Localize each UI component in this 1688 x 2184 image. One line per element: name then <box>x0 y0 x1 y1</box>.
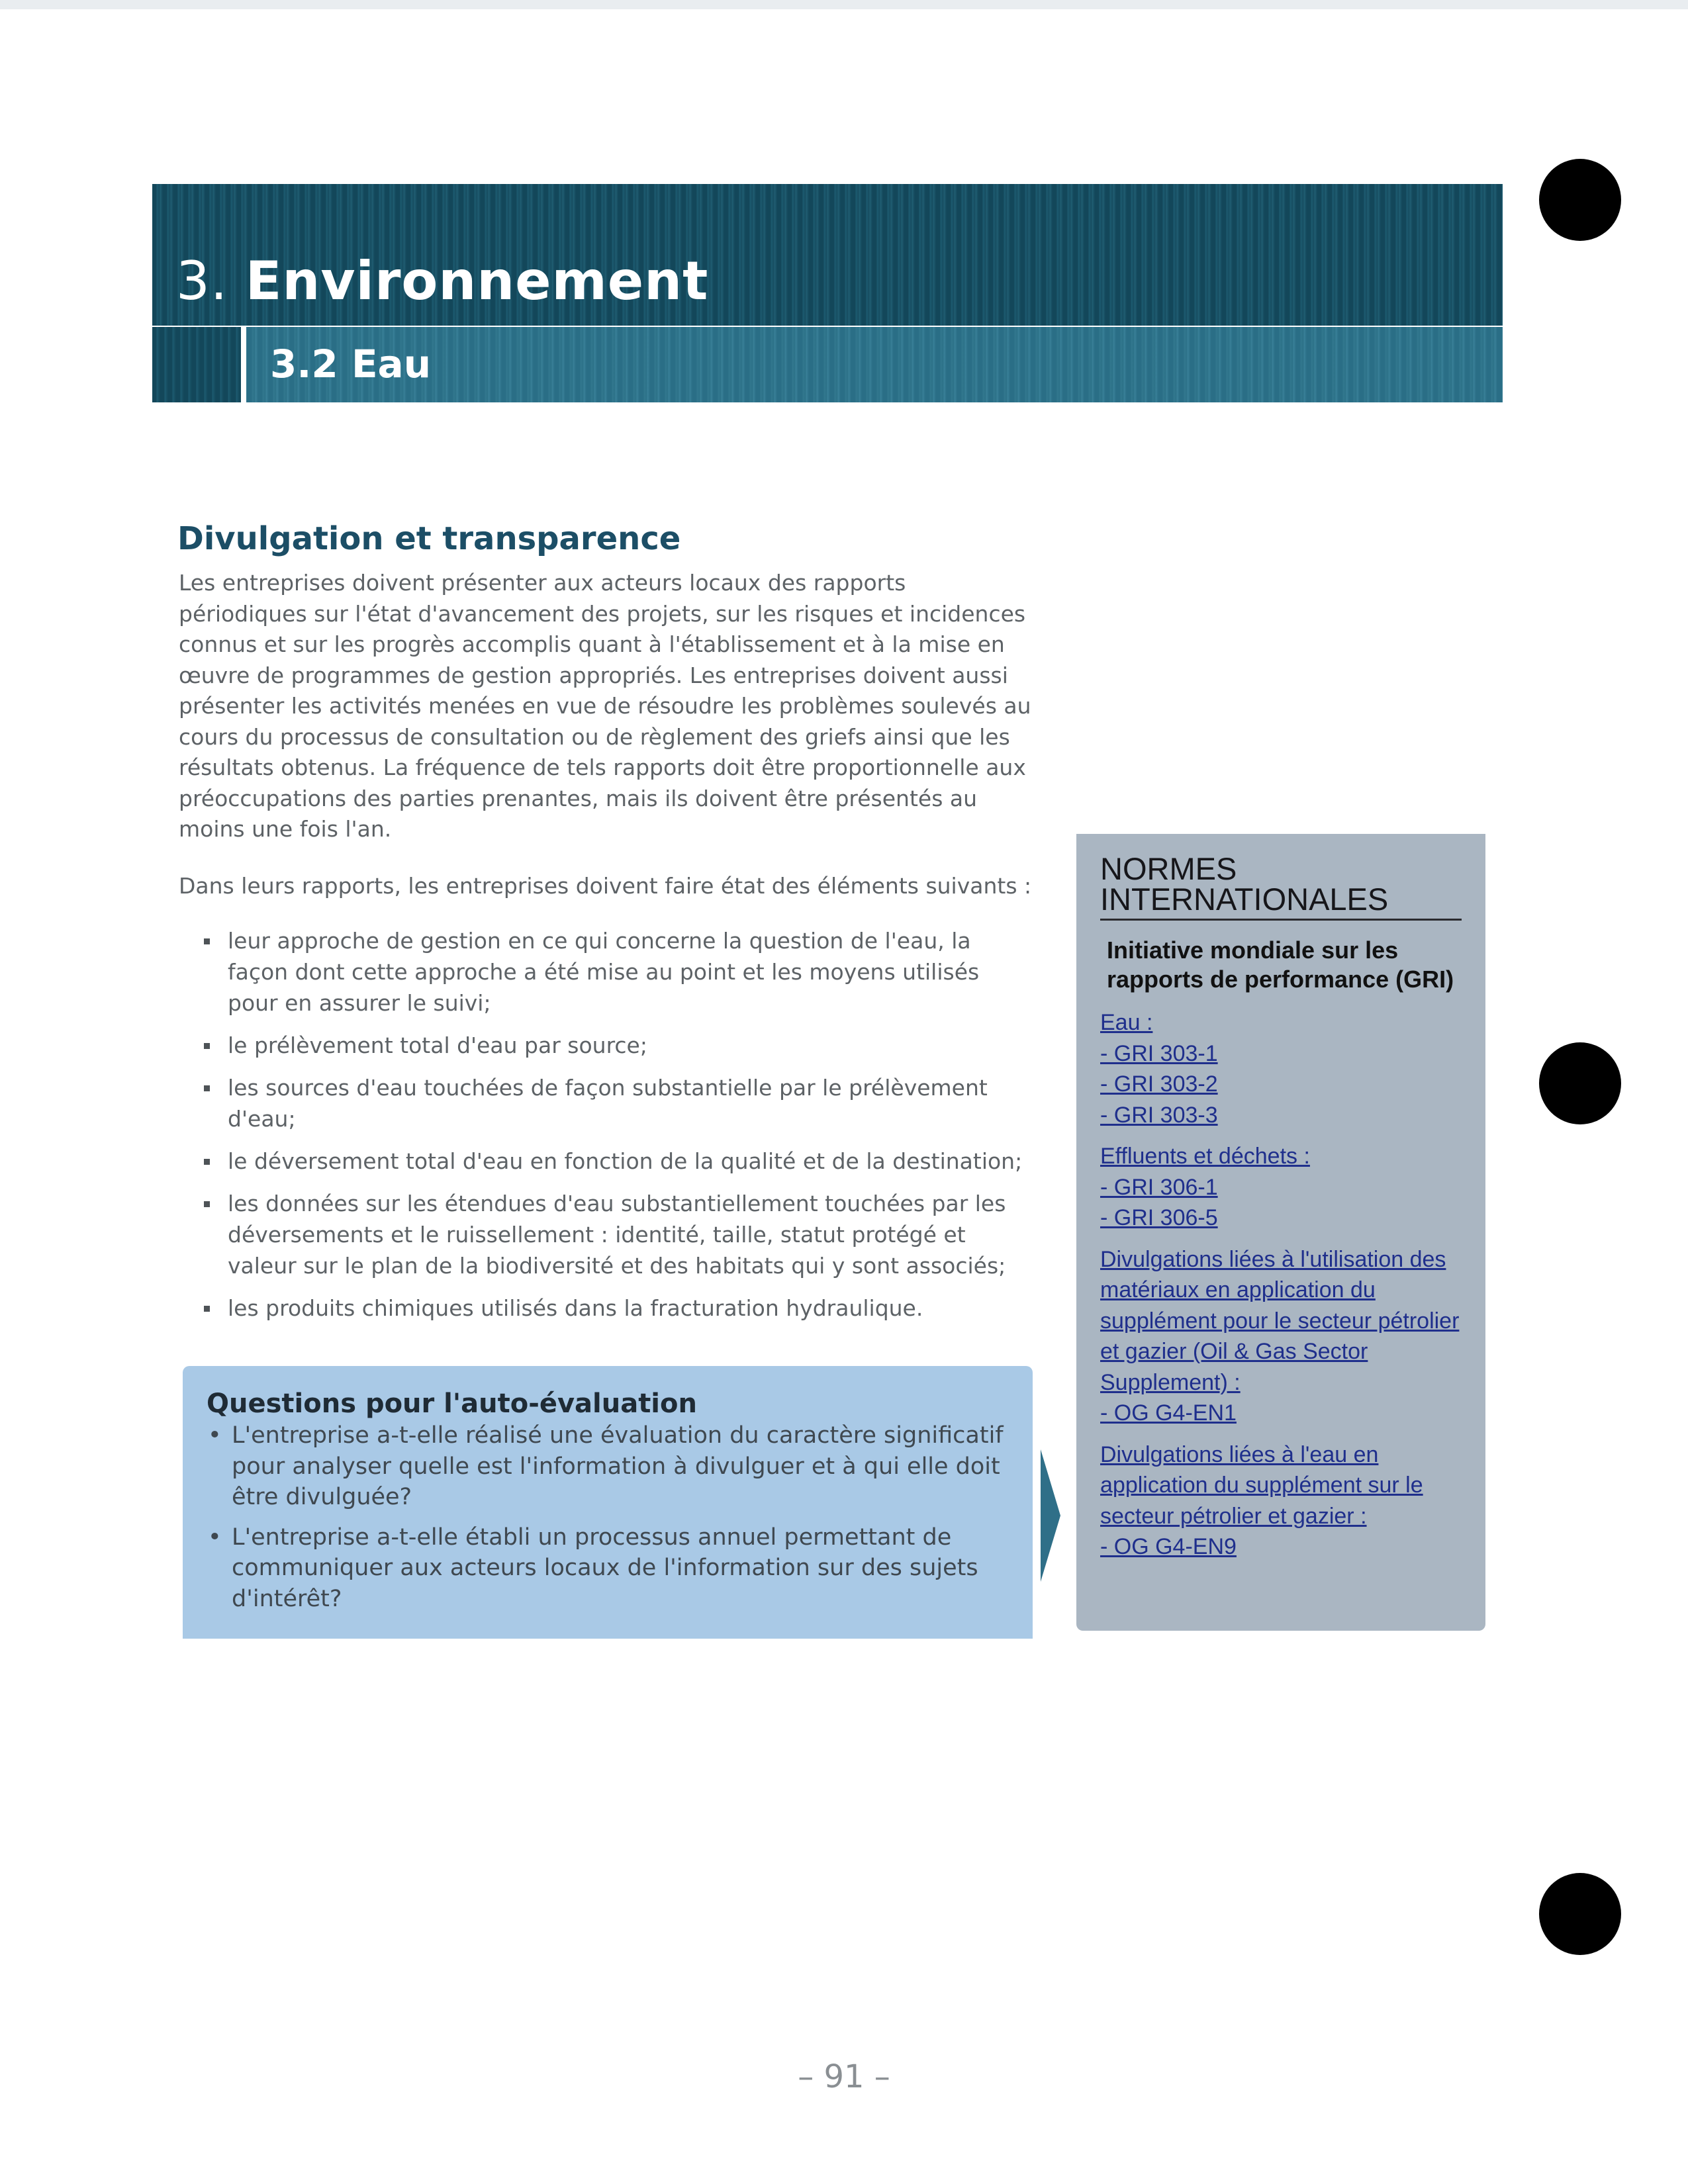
link-og-g4-en9[interactable]: - OG G4-EN9 <box>1100 1534 1237 1559</box>
report-elements-list <box>199 925 1033 1335</box>
link-gri-306-5[interactable]: - GRI 306-5 <box>1100 1205 1218 1230</box>
chapter-banner <box>152 184 1503 326</box>
list-intro-paragraph: Dans leurs rapports, les entreprises doivent faire état des éléments suivants : <box>179 873 1032 899</box>
punch-hole-middle <box>1539 1042 1621 1124</box>
gri-initiative-title: Initiative mondiale sur les rapports de performance (GRI) <box>1107 936 1454 993</box>
link-water-disclosures[interactable]: Divulgations liées à l'eau en application du supplément sur le secteur pétrolier et gazier : <box>1100 1441 1423 1529</box>
scan-top-edge <box>0 0 1688 9</box>
link-group-water <box>1100 1007 1471 1130</box>
chapter-number: 3. <box>176 250 228 312</box>
intro-paragraph: Les entreprises doivent présenter aux acteurs locaux des rapports périodiques sur l'état d'avancement des projets, sur les risques et incidences connus et sur les progrès accomplis quant à l'établissement et à la mise en œuvre de programmes de gestion appropriés. Les entreprises doivent aussi présenter les activités menées en vue de résoudre les problèmes soulevés au cours du processus de consultation ou de règlement des griefs ainsi que les résultats obtenus. La fréquence de tels rapports doit être proportionnelle aux préoccupations des parties prenantes, mais ils doivent être présentés au moins une fois l'an. <box>179 570 1031 842</box>
link-eau[interactable]: Eau : <box>1100 1010 1153 1035</box>
question-item: • L'entreprise a-t-elle établi un processus annuel permettant de communiquer aux acteurs locaux de l'information sur des sujets d'intérêt? <box>207 1522 1014 1615</box>
link-effluents[interactable]: Effluents et déchets : <box>1100 1144 1310 1169</box>
link-gri-306-1[interactable]: - GRI 306-1 <box>1100 1174 1218 1200</box>
punch-hole-top <box>1539 159 1621 241</box>
link-group-materials <box>1100 1244 1471 1429</box>
section-heading: Divulgation et transparence <box>177 520 681 557</box>
link-gri-303-3[interactable]: - GRI 303-3 <box>1100 1102 1218 1128</box>
link-gri-303-1[interactable]: - GRI 303-1 <box>1100 1040 1218 1066</box>
standards-links <box>1100 1007 1471 1573</box>
subsection-tab <box>152 327 246 402</box>
chapter-title <box>176 250 708 312</box>
page-number: – 91 – <box>798 2058 890 2095</box>
chapter-name: Environnement <box>245 250 709 312</box>
subsection-title: 3.2 Eau <box>270 341 431 387</box>
question-item: • L'entreprise a-t-elle réalisé une évaluation du caractère significatif pour analyser quelle est l'information à divulguer et à qui elle doit être divulguée? <box>207 1420 1014 1513</box>
list-item: les sources d'eau touchées de façon substantielle par le prélèvement d'eau; <box>199 1072 1033 1134</box>
link-group-water-og <box>1100 1439 1471 1563</box>
self-evaluation-box <box>183 1366 1033 1639</box>
self-evaluation-title: Questions pour l'auto-évaluation <box>207 1388 697 1419</box>
list-item: le déversement total d'eau en fonction de la qualité et de la destination; <box>199 1146 1033 1177</box>
list-item: le prélèvement total d'eau par source; <box>199 1030 1033 1061</box>
link-materials-disclosures[interactable]: Divulgations liées à l'utilisation des matériaux en application du supplément pour le secteur pétrolier et gazier (Oil & Gas Sector Supplement) : <box>1100 1246 1460 1395</box>
list-item: les données sur les étendues d'eau substantiellement touchées par les déversements et le ruissellement : identité, taille, statut protégé et valeur sur le plan de la biodiversité et des habitats qui y sont associés; <box>199 1188 1033 1281</box>
list-item: les produits chimiques utilisés dans la fracturation hydraulique. <box>199 1293 1033 1324</box>
self-evaluation-questions <box>207 1420 1014 1623</box>
link-group-effluents <box>1100 1141 1471 1234</box>
punch-hole-bottom <box>1539 1873 1621 1955</box>
international-standards-panel <box>1076 834 1485 1631</box>
subsection-banner <box>152 327 1503 402</box>
link-og-g4-en1[interactable]: - OG G4-EN1 <box>1100 1400 1237 1426</box>
arrow-right-icon <box>1041 1449 1060 1582</box>
link-gri-303-2[interactable]: - GRI 303-2 <box>1100 1071 1218 1097</box>
standards-heading: NORMES INTERNATIONALES <box>1100 854 1462 921</box>
list-item: leur approche de gestion en ce qui concerne la question de l'eau, la façon dont cette approche a été mise au point et les moyens utilisés pour en assurer le suivi; <box>199 925 1033 1019</box>
